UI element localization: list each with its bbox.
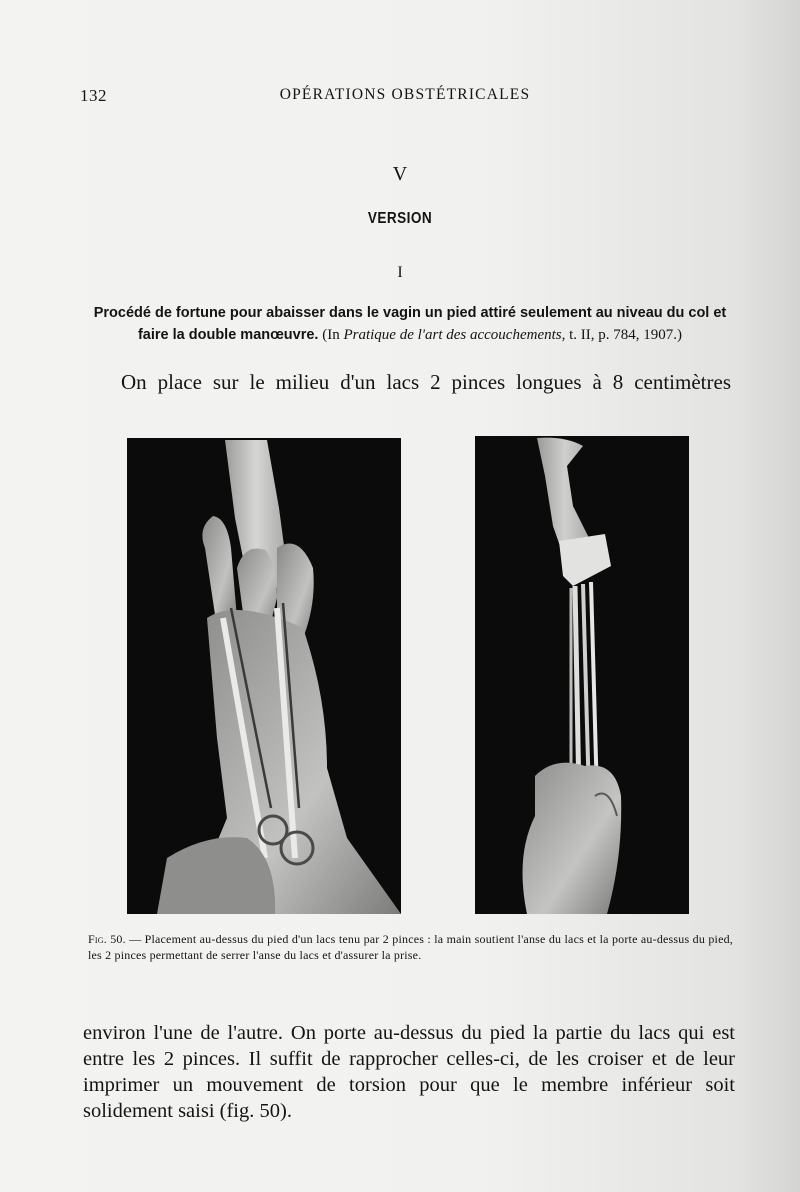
running-head: OPÉRATIONS OBSTÉTRICALES [279, 86, 531, 103]
figure-photo-left [127, 438, 401, 914]
figure-caption [88, 932, 733, 963]
body-paragraph: environ l'une de l'autre. On porte au-dessus du pied la partie du lacs qui est entre les 2 pinces. Il suffit de rapprocher celles-ci, de les croiser et de leur imprimer un mouvement de torsion pour que le membre inférieur soit solidement saisi (fig. 50). [83, 1022, 735, 1122]
chapter-number: V [392, 163, 408, 185]
section-heading-bold: Procédé de fortune pour abaisser dans le vagin un pied attiré seulement au niveau du col et faire la double manœuvre. [93, 305, 727, 343]
photo-left-illustration [127, 438, 401, 914]
reference-title: Pratique de l'art des accouchements [343, 327, 562, 343]
section-heading [80, 302, 740, 346]
page-number: 132 [80, 86, 107, 105]
section-number: I [397, 264, 403, 281]
reference-suffix: , t. II, p. 784, 1907.) [561, 327, 683, 343]
photo-right-illustration [475, 436, 689, 914]
chapter-title: VERSION [367, 210, 433, 227]
figure-photo-right [475, 436, 689, 914]
caption-text: — Placement au-dessus du pied d'un lacs tenu par 2 pinces : la main soutient l'anse du lacs et la porte au-dessus du pied, les 2 pinces permettant de serrer l'anse du lacs et d'assurer la prise. [88, 932, 733, 962]
reference-prefix: (In [318, 327, 344, 343]
page-header [80, 86, 730, 108]
caption-label: Fig. 50. [88, 932, 126, 946]
body-text-line-1: On place sur le milieu d'un lacs 2 pinces longues à 8 centimètres [121, 370, 731, 394]
